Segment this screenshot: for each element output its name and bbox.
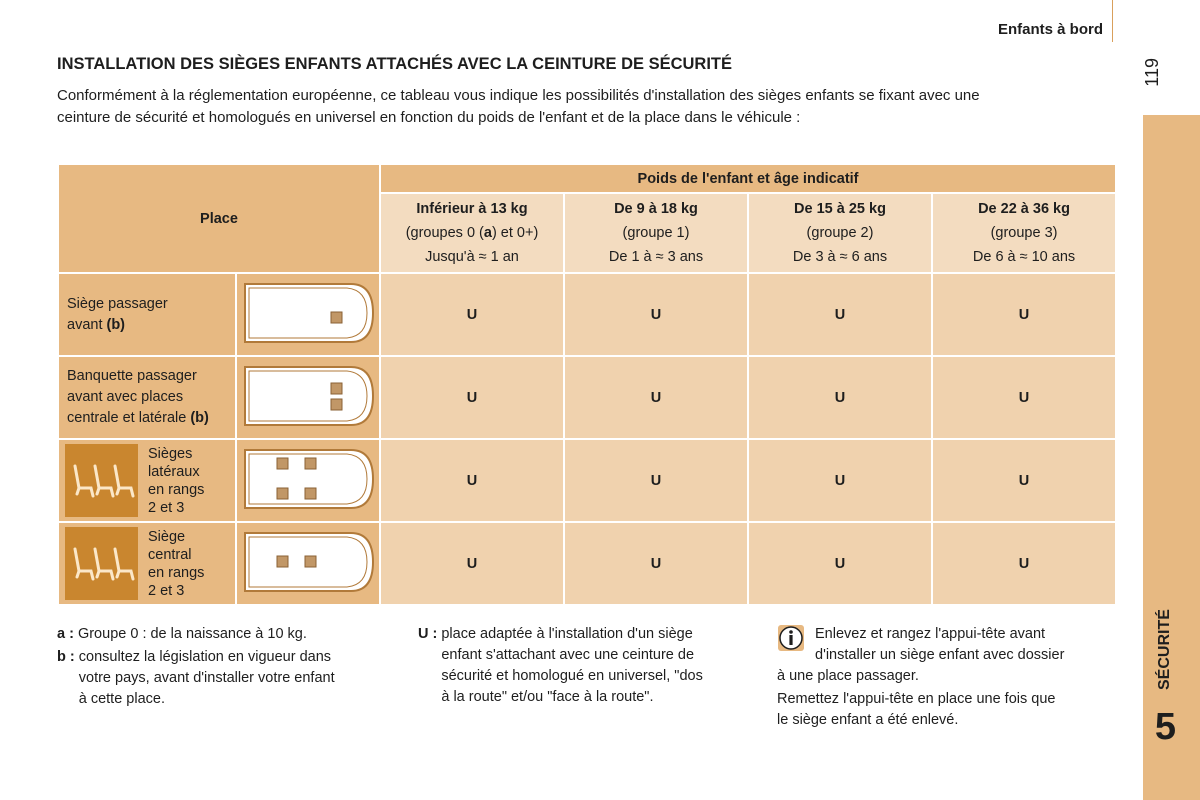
info-icon [777, 624, 805, 652]
table-row [58, 439, 1116, 522]
cell-value: U [748, 273, 932, 356]
chapter-number: 5 [1154, 706, 1177, 748]
section-title: INSTALLATION DES SIÈGES ENFANTS ATTACHÉS AVEC LA CEINTURE DE SÉCURITÉ [57, 55, 733, 73]
cell-value: U [932, 356, 1116, 439]
info-note: Enlevez et rangez l'appui-tête avant d'installer un siège enfant avec dossier à une place passager. Remettez l'appui-tête en place une fois que le siège enfant a été enlevé. [777, 626, 1065, 728]
cell-value: U [564, 522, 748, 605]
footnote-u: U : place adaptée à l'installation d'un siège enfant s'attachant avec une ceinture de sécurité et homologué en universel, "dos à la route" et/ou "face à la route". [418, 626, 703, 705]
footnote-a: a : Groupe 0 : de la naissance à 10 kg. [57, 626, 307, 642]
row-label: Siège central en rangs 2 et 3 [58, 522, 236, 605]
cell-value: U [564, 273, 748, 356]
table-row [58, 522, 1116, 605]
chapter-label: SÉCURITÉ [1156, 609, 1173, 690]
cell-value: U [932, 522, 1116, 605]
weight-group-header: Poids de l'enfant et âge indicatif [380, 164, 1116, 193]
van-top-view-icon [239, 444, 377, 514]
table-row [58, 356, 1116, 439]
row-label: Sièges latéraux en rangs 2 et 3 [58, 439, 236, 522]
column-header: De 15 à 25 kg (groupe 2) De 3 à ≈ 6 ans [748, 193, 932, 273]
van-diagram-side-rear-seats [236, 439, 380, 522]
row-label: Banquette passager avant avec places centrale et latérale (b) [58, 356, 236, 439]
cell-value: U [932, 273, 1116, 356]
chapter-side-tab [1143, 115, 1200, 800]
cell-value: U [748, 356, 932, 439]
intro-paragraph [57, 85, 1117, 129]
rear-seats-icon [65, 527, 138, 600]
column-header: De 22 à 36 kg (groupe 3) De 6 à ≈ 10 ans [932, 193, 1116, 273]
cell-value: U [748, 439, 932, 522]
cell-value: U [380, 522, 564, 605]
cell-value: U [564, 439, 748, 522]
cell-value: U [380, 273, 564, 356]
page-number: 119 [1142, 58, 1162, 87]
van-diagram-front-bench [236, 356, 380, 439]
van-top-view-icon [239, 278, 377, 348]
van-diagram-front-passenger [236, 273, 380, 356]
cell-value: U [564, 356, 748, 439]
cell-value: U [380, 439, 564, 522]
van-top-view-icon [239, 361, 377, 431]
header-title: Enfants à bord [997, 21, 1103, 38]
footnote-b: b : consultez la législation en vigueur dans votre pays, avant d'installer votre enfant à cette place. [57, 649, 335, 707]
child-seat-table [57, 163, 1117, 606]
row-label: Siège passager avant (b) [58, 273, 236, 356]
place-header: Place [58, 164, 380, 273]
van-diagram-central-rear-seats [236, 522, 380, 605]
column-header: De 9 à 18 kg (groupe 1) De 1 à ≈ 3 ans [564, 193, 748, 273]
rear-seats-icon [65, 444, 138, 517]
intro-line: Conformément à la réglementation européenne, ce tableau vous indique les possibilités d'installation des sièges enfants se fixant avec une [57, 87, 980, 104]
cell-value: U [932, 439, 1116, 522]
header-divider [1112, 0, 1113, 42]
footnotes-ab [57, 624, 397, 712]
column-header: Inférieur à 13 kg (groupes 0 (a) et 0+) Jusqu'à ≈ 1 an [380, 193, 564, 273]
cell-value: U [380, 356, 564, 439]
van-top-view-icon [239, 527, 377, 597]
table-row [58, 273, 1116, 356]
intro-line: ceinture de sécurité et homologués en universel en fonction du poids de l'enfant et de la place dans le véhicule : [57, 109, 801, 126]
cell-value: U [748, 522, 932, 605]
